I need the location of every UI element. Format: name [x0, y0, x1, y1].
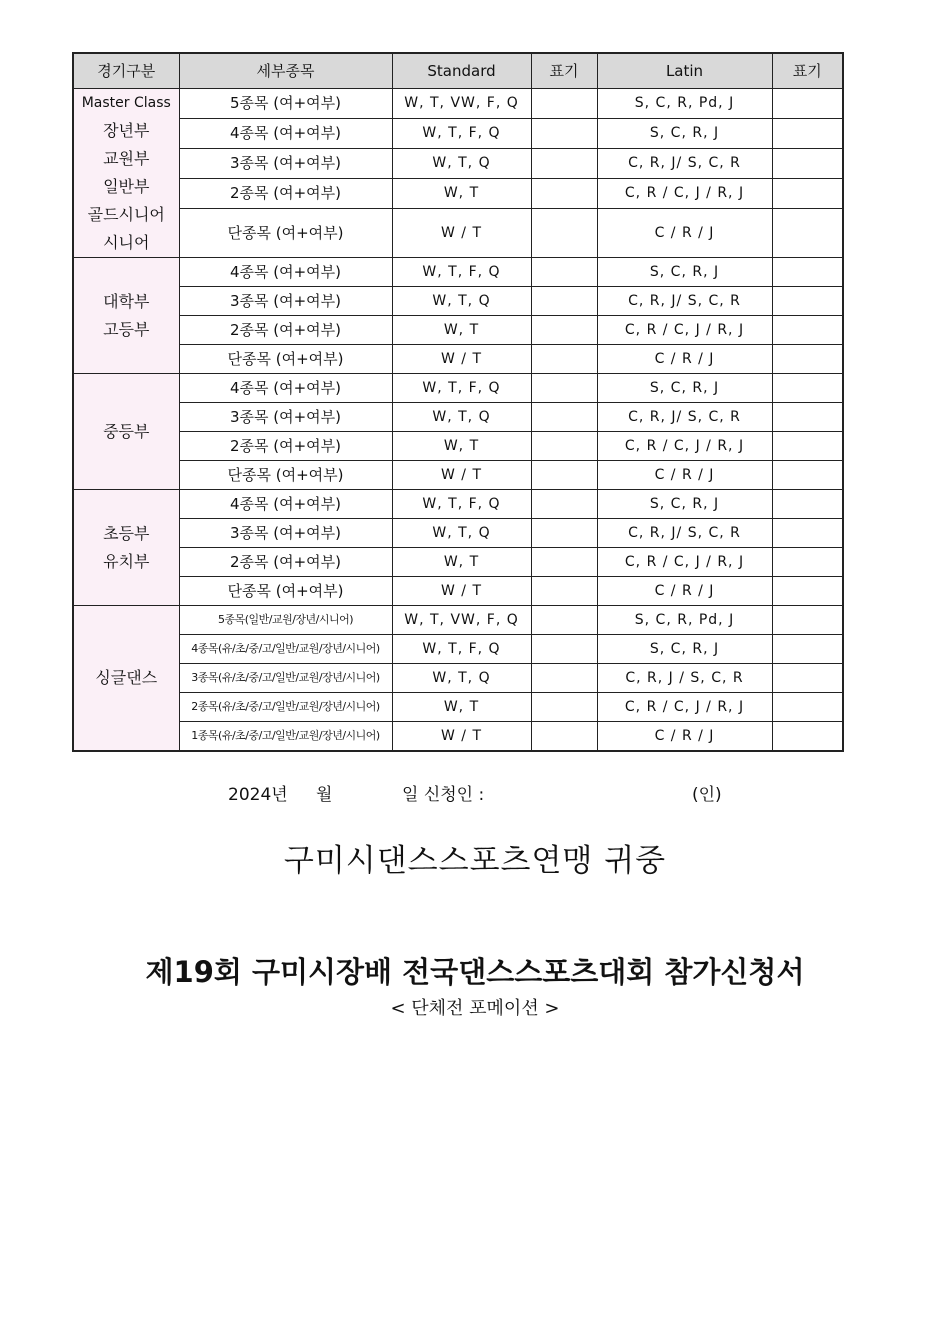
division-label: 초등부: [103, 523, 150, 543]
latin-mark-cell: [772, 316, 843, 345]
division-cell: [73, 89, 179, 258]
standard-mark-cell: [531, 490, 597, 519]
latin-cell: S, C, R, Pd, J: [597, 606, 772, 635]
table-row: [73, 374, 843, 403]
event-cell: 2종목(유/초/중/고/일반/교원/장년/시니어): [179, 693, 392, 722]
standard-mark-cell: [531, 345, 597, 374]
table-row: [73, 316, 843, 345]
date-year: 2024년: [228, 785, 288, 805]
standard-cell: W, T, VW, F, Q: [392, 606, 531, 635]
latin-cell: C, R, J/ S, C, R: [597, 403, 772, 432]
event-cell: 단종목 (여+여부): [179, 461, 392, 490]
standard-mark-cell: [531, 606, 597, 635]
standard-mark-cell: [531, 722, 597, 752]
latin-mark-cell: [772, 635, 843, 664]
event-cell: 4종목 (여+여부): [179, 490, 392, 519]
latin-cell: C / R / J: [597, 208, 772, 258]
header-event: 세부종목: [179, 53, 392, 89]
division-label: 교원부: [103, 149, 150, 168]
event-cell: 3종목 (여+여부): [179, 148, 392, 178]
latin-cell: C, R, J/ S, C, R: [597, 287, 772, 316]
table-row: [73, 693, 843, 722]
latin-cell: C, R / C, J / R, J: [597, 693, 772, 722]
event-cell: 2종목 (여+여부): [179, 178, 392, 208]
latin-cell: S, C, R, J: [597, 374, 772, 403]
document-title: 제19회 구미시장배 전국댄스스포츠대회 참가신청서: [145, 955, 805, 989]
latin-cell: S, C, R, J: [597, 635, 772, 664]
latin-mark-cell: [772, 178, 843, 208]
division-cell: [73, 606, 179, 752]
event-cell: 2종목 (여+여부): [179, 432, 392, 461]
latin-cell: C, R, J/ S, C, R: [597, 519, 772, 548]
header-latin: Latin: [597, 53, 772, 89]
table-row: [73, 722, 843, 752]
addressee: 구미시댄스스포츠연맹 귀중: [283, 843, 667, 879]
standard-cell: W, T, Q: [392, 519, 531, 548]
latin-mark-cell: [772, 118, 843, 148]
event-cell: 2종목 (여+여부): [179, 316, 392, 345]
event-cell: 3종목 (여+여부): [179, 403, 392, 432]
event-cell: 단종목 (여+여부): [179, 577, 392, 606]
event-cell: 단종목 (여+여부): [179, 345, 392, 374]
latin-mark-cell: [772, 519, 843, 548]
latin-mark-cell: [772, 577, 843, 606]
standard-cell: W, T, F, Q: [392, 374, 531, 403]
latin-mark-cell: [772, 664, 843, 693]
division-cell: [73, 490, 179, 606]
latin-cell: C, R / C, J / R, J: [597, 316, 772, 345]
standard-mark-cell: [531, 664, 597, 693]
header-latin-mark: 표기: [772, 53, 843, 89]
division-label: 고등부: [103, 319, 150, 339]
event-cell: 4종목(유/초/중/고/일반/교원/장년/시니어): [179, 635, 392, 664]
event-cell: 5종목(일반/교원/장년/시니어): [179, 606, 392, 635]
standard-mark-cell: [531, 577, 597, 606]
latin-cell: C, R, J / S, C, R: [597, 664, 772, 693]
standard-mark-cell: [531, 519, 597, 548]
event-cell: 4종목 (여+여부): [179, 374, 392, 403]
division-label: 중등부: [103, 421, 150, 441]
latin-mark-cell: [772, 490, 843, 519]
latin-mark-cell: [772, 258, 843, 287]
standard-cell: W, T, F, Q: [392, 635, 531, 664]
latin-mark-cell: [772, 432, 843, 461]
table-row: [73, 178, 843, 208]
standard-mark-cell: [531, 148, 597, 178]
latin-cell: C / R / J: [597, 577, 772, 606]
standard-mark-cell: [531, 258, 597, 287]
document-subtitle: < 단체전 포메이션 >: [390, 998, 560, 1019]
table-row: [73, 258, 843, 287]
latin-cell: C, R / C, J / R, J: [597, 548, 772, 577]
standard-cell: W, T: [392, 693, 531, 722]
standard-cell: W, T: [392, 432, 531, 461]
standard-mark-cell: [531, 118, 597, 148]
division-label: 유치부: [103, 551, 150, 571]
latin-mark-cell: [772, 208, 843, 258]
table-row: [73, 490, 843, 519]
standard-mark-cell: [531, 316, 597, 345]
latin-cell: C, R / C, J / R, J: [597, 432, 772, 461]
table-row: [73, 606, 843, 635]
event-cell: 단종목 (여+여부): [179, 208, 392, 258]
table-row: [73, 287, 843, 316]
standard-mark-cell: [531, 374, 597, 403]
table-row: [73, 403, 843, 432]
date-day-applicant: 일 신청인 :: [402, 785, 485, 805]
latin-mark-cell: [772, 345, 843, 374]
event-cell: 4종목 (여+여부): [179, 258, 392, 287]
standard-cell: W / T: [392, 208, 531, 258]
division-label: 장년부: [103, 121, 150, 140]
standard-cell: W, T, Q: [392, 287, 531, 316]
event-cell: 3종목 (여+여부): [179, 519, 392, 548]
table-row: [73, 577, 843, 606]
division-label: 시니어: [103, 233, 150, 252]
standard-cell: W, T, Q: [392, 664, 531, 693]
latin-mark-cell: [772, 89, 843, 119]
latin-cell: C, R / C, J / R, J: [597, 178, 772, 208]
standard-cell: W, T, F, Q: [392, 118, 531, 148]
table-row: [73, 519, 843, 548]
standard-mark-cell: [531, 178, 597, 208]
latin-mark-cell: [772, 461, 843, 490]
standard-cell: W, T, F, Q: [392, 490, 531, 519]
table-row: [73, 635, 843, 664]
table-row: [73, 208, 843, 258]
standard-mark-cell: [531, 461, 597, 490]
division-cell: [73, 258, 179, 374]
division-label: 일반부: [103, 177, 150, 196]
standard-mark-cell: [531, 432, 597, 461]
latin-cell: C / R / J: [597, 345, 772, 374]
latin-mark-cell: [772, 548, 843, 577]
standard-cell: W / T: [392, 461, 531, 490]
standard-mark-cell: [531, 693, 597, 722]
table-row: [73, 461, 843, 490]
event-cell: 5종목 (여+여부): [179, 89, 392, 119]
latin-cell: C, R, J/ S, C, R: [597, 148, 772, 178]
table-header-row: [73, 53, 843, 89]
standard-mark-cell: [531, 403, 597, 432]
latin-mark-cell: [772, 287, 843, 316]
standard-cell: W, T: [392, 548, 531, 577]
header-standard-mark: 표기: [531, 53, 597, 89]
latin-cell: C / R / J: [597, 461, 772, 490]
event-cell: 3종목 (여+여부): [179, 287, 392, 316]
standard-cell: W / T: [392, 577, 531, 606]
event-cell: 3종목(유/초/중/고/일반/교원/장년/시니어): [179, 664, 392, 693]
division-label: Master Class: [81, 95, 171, 111]
seal-mark: (인): [692, 785, 722, 805]
table-row: [73, 148, 843, 178]
standard-cell: W, T, VW, F, Q: [392, 89, 531, 119]
latin-mark-cell: [772, 403, 843, 432]
division-label: 싱글댄스: [95, 668, 158, 687]
standard-cell: W, T: [392, 178, 531, 208]
standard-cell: W / T: [392, 345, 531, 374]
standard-cell: W, T, Q: [392, 148, 531, 178]
header-division: 경기구분: [73, 53, 179, 89]
standard-cell: W, T, Q: [392, 403, 531, 432]
table-row: [73, 432, 843, 461]
date-month: 월: [316, 785, 333, 805]
standard-mark-cell: [531, 208, 597, 258]
standard-mark-cell: [531, 548, 597, 577]
table-row: [73, 118, 843, 148]
event-cell: 2종목 (여+여부): [179, 548, 392, 577]
latin-mark-cell: [772, 606, 843, 635]
division-label: 골드시니어: [87, 205, 165, 224]
division-label: 대학부: [103, 291, 150, 311]
standard-cell: W, T: [392, 316, 531, 345]
latin-mark-cell: [772, 148, 843, 178]
event-cell: 4종목 (여+여부): [179, 118, 392, 148]
latin-cell: S, C, R, Pd, J: [597, 89, 772, 119]
standard-cell: W, T, F, Q: [392, 258, 531, 287]
event-cell: 1종목(유/초/중/고/일반/교원/장년/시니어): [179, 722, 392, 752]
latin-cell: S, C, R, J: [597, 258, 772, 287]
standard-cell: W / T: [392, 722, 531, 752]
latin-cell: C / R / J: [597, 722, 772, 752]
standard-mark-cell: [531, 635, 597, 664]
latin-cell: S, C, R, J: [597, 490, 772, 519]
division-cell: [73, 374, 179, 490]
latin-mark-cell: [772, 374, 843, 403]
standard-mark-cell: [531, 287, 597, 316]
header-standard: Standard: [392, 53, 531, 89]
table-row: [73, 89, 843, 119]
table-row: [73, 664, 843, 693]
table-row: [73, 548, 843, 577]
table-row: [73, 345, 843, 374]
latin-cell: S, C, R, J: [597, 118, 772, 148]
registration-table: [72, 52, 844, 752]
latin-mark-cell: [772, 693, 843, 722]
standard-mark-cell: [531, 89, 597, 119]
latin-mark-cell: [772, 722, 843, 752]
